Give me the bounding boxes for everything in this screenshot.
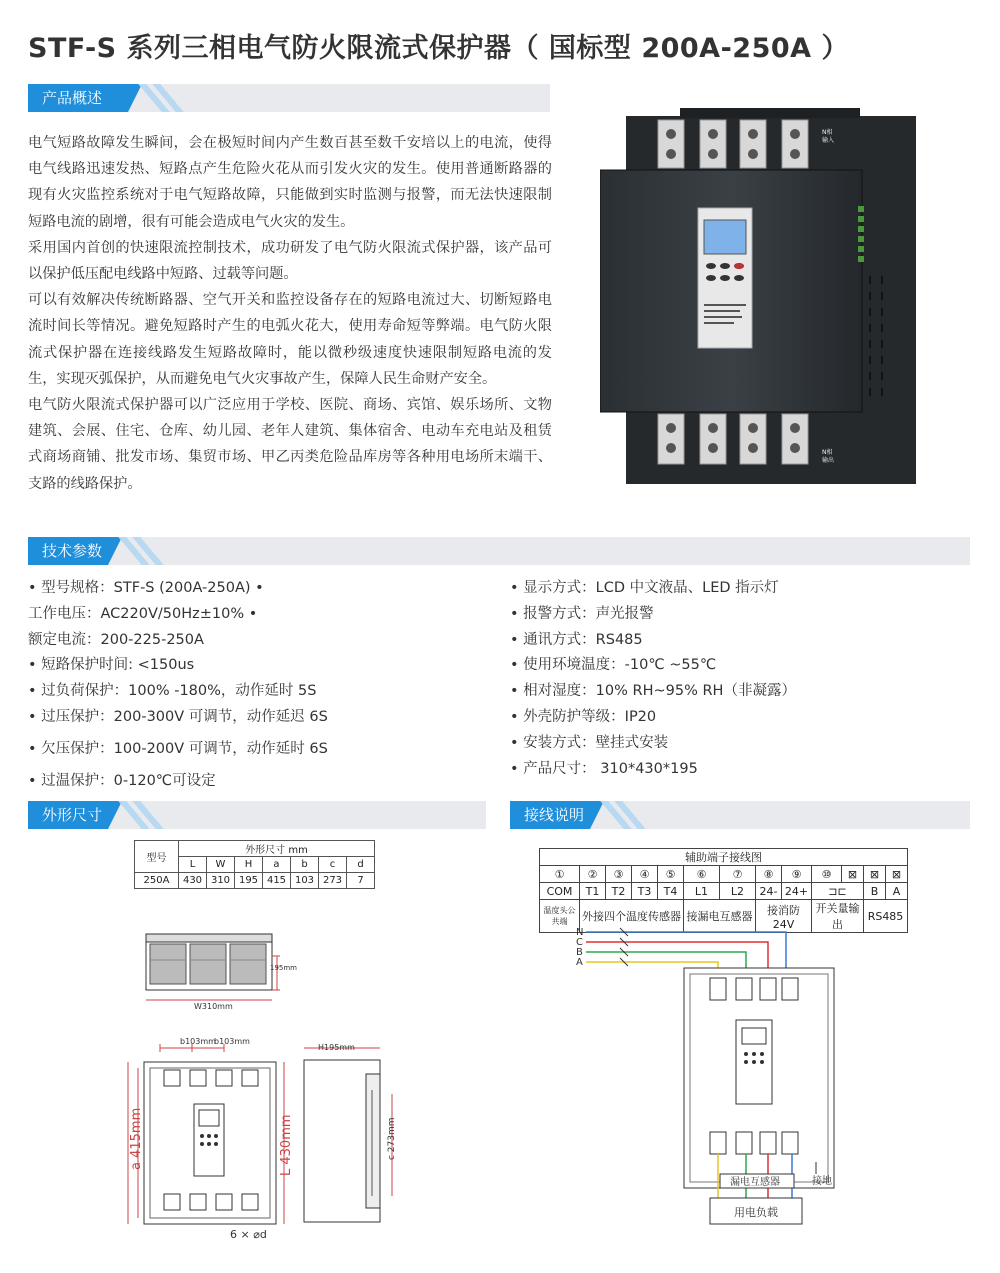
table-cell: ⑥	[684, 866, 720, 883]
wiring-table	[539, 848, 908, 933]
table-cell: 310	[207, 873, 235, 889]
spec-item: • 显示方式：LCD 中文液晶、LED 指示灯	[510, 580, 779, 596]
spec-item: • 外壳防护等级：IP20	[510, 708, 657, 725]
spec-item: 额定电流：200-225-250A	[28, 631, 204, 648]
line-label: B	[576, 947, 583, 958]
spec-item: • 通讯方式：RS485	[510, 631, 643, 648]
table-cell: RS485	[864, 900, 908, 933]
table-cell: c	[319, 857, 347, 873]
label-in: N相	[822, 129, 833, 136]
dim-label: b103mm	[180, 1037, 216, 1046]
table-cell: 24+	[782, 883, 812, 900]
dim-label: 6 × ⌀d	[230, 1228, 267, 1241]
line-label: A	[576, 957, 583, 968]
spec-item: • 报警方式：声光报警	[510, 605, 654, 622]
table-cell: H	[235, 857, 263, 873]
spec-item: 工作电压：AC220V/50Hz±10% •	[28, 605, 258, 622]
table-cell: W	[207, 857, 235, 873]
spec-item: • 相对湿度：10% RH~95% RH（非凝露）	[510, 683, 796, 700]
section-label: 技术参数	[42, 542, 103, 560]
table-cell: ①	[540, 866, 580, 883]
dim-label: 195mm	[270, 964, 297, 972]
section-bar-tech	[28, 537, 970, 565]
table-cell: 温度头公共端	[540, 900, 580, 933]
table-cell: b	[291, 857, 319, 873]
table-cell: 外接四个温度传感器	[580, 900, 684, 933]
table-cell: 7	[347, 873, 375, 889]
dim-label: c 273mm	[387, 1117, 397, 1160]
section-title-tech	[28, 537, 108, 565]
table-cell: T3	[632, 883, 658, 900]
section-title-overview	[28, 84, 128, 112]
section-title-wiring	[510, 801, 590, 829]
specs-left	[28, 576, 328, 794]
wiring-diagram	[560, 922, 850, 1232]
table-cell: ⊠	[842, 866, 864, 883]
table-cell: 273	[319, 873, 347, 889]
table-cell: ③	[606, 866, 632, 883]
section-label: 外形尺寸	[42, 806, 103, 824]
table-cell: 430	[179, 873, 207, 889]
table-cell: a	[263, 857, 291, 873]
dim-label: W310mm	[194, 1002, 233, 1011]
table-cell: ⑦	[720, 866, 756, 883]
dimension-drawing	[120, 920, 500, 1250]
dim-label: a 415mm	[129, 1107, 144, 1170]
overview-paragraph: 采用国内首创的快速限流控制技术，成功研发了电气防火限流式保护器，该产品可以保护低压配电线路中短路、过载等问题。	[28, 239, 552, 283]
section-label: 接线说明	[524, 806, 585, 824]
table-cell: ⊐⊏	[812, 883, 864, 900]
line-label: C	[576, 937, 583, 948]
ct-label: 漏电互感器	[730, 1177, 780, 1188]
section-label: 产品概述	[42, 89, 103, 107]
table-cell: A	[886, 883, 908, 900]
product-photo	[600, 96, 940, 492]
section-title-dimension	[28, 801, 108, 829]
table-cell: 开关量输出	[812, 900, 864, 933]
spec-item: • 使用环境温度：-10℃ ~55℃	[510, 657, 717, 674]
table-cell: 415	[263, 873, 291, 889]
section-bar-wiring	[510, 801, 970, 829]
table-cell: T1	[580, 883, 606, 900]
line-label: N	[576, 927, 584, 938]
table-header: 外形尺寸 mm	[179, 841, 375, 857]
overview-paragraph: 电气防火限流式保护器可以广泛应用于学校、医院、商场、宾馆、娱乐场所、文物建筑、会展、住宅、仓库、幼儿园、老年人建筑、集体宿舍、电动车充电站及租赁式商场商铺、批发市场、集贸市场、甲乙丙类危险品库房等各种用电场所末端干、支路的线路保护。	[28, 397, 552, 492]
table-cell: ⑤	[658, 866, 684, 883]
table-cell: ⊠	[886, 866, 908, 883]
table-cell: 195	[235, 873, 263, 889]
table-cell: 接漏电互感器	[684, 900, 756, 933]
table-cell: ⊠	[864, 866, 886, 883]
table-cell: COM	[540, 883, 580, 900]
table-cell: L1	[684, 883, 720, 900]
table-cell: ④	[632, 866, 658, 883]
overview-text	[28, 130, 552, 497]
table-header: 辅助端子接线图	[540, 849, 908, 866]
dim-label: b103mm	[214, 1037, 250, 1046]
table-cell: 103	[291, 873, 319, 889]
table-cell: ⑩	[812, 866, 842, 883]
table-header: 型号	[135, 841, 179, 873]
table-cell: 250A	[135, 873, 179, 889]
table-cell: ⑨	[782, 866, 812, 883]
spec-item: • 产品尺寸： 310*430*195	[510, 760, 698, 777]
spec-item: • 过压保护：200-300V 可调节，动作延迟 6S	[28, 708, 328, 725]
dimension-table	[134, 840, 375, 889]
ground-label: 接地	[812, 1176, 832, 1187]
section-bar-overview	[28, 84, 550, 112]
table-cell: ②	[580, 866, 606, 883]
specs-right	[510, 576, 796, 782]
table-cell: d	[347, 857, 375, 873]
svg-text:输入: 输入	[822, 137, 835, 144]
spec-item: • 过温保护：0-120℃可设定	[28, 772, 216, 789]
section-bar-dimension	[28, 801, 486, 829]
table-cell: T2	[606, 883, 632, 900]
page-title: STF-S 系列三相电气防火限流式保护器（ 国标型 200A-250A ）	[28, 33, 849, 64]
table-cell: L	[179, 857, 207, 873]
spec-item: • 型号规格：STF-S (200A-250A) •	[28, 580, 264, 596]
svg-text:输出: 输出	[822, 457, 835, 464]
spec-item: • 过负荷保护：100% -180%，动作延时 5S	[28, 683, 317, 700]
table-cell: ⑧	[756, 866, 782, 883]
table-cell: B	[864, 883, 886, 900]
overview-paragraph: 可以有效解决传统断路器、空气开关和监控设备存在的短路电流过大、切断短路电流时间长等情况。避免短路时产生的电弧火花大，使用寿命短等弊端。电气防火限流式保护器在连接线路发生短路故障时，能以微秒级速度快速限制短路电流的发生，实现灭弧保护，从而避免电气火灾事故产生，保障人民生命财产安全。	[28, 292, 552, 387]
table-cell: 接消防 24V	[756, 900, 812, 933]
table-cell: 24-	[756, 883, 782, 900]
table-cell: L2	[720, 883, 756, 900]
spec-item: • 短路保护时间: <150us	[28, 657, 195, 674]
spec-item: • 欠压保护：100-200V 可调节，动作延时 6S	[28, 740, 328, 757]
dim-label: H195mm	[318, 1043, 355, 1052]
dim-label: L 430mm	[279, 1114, 294, 1176]
load-label: 用电负载	[734, 1206, 778, 1219]
svg-text:N相: N相	[822, 449, 833, 456]
table-cell: T4	[658, 883, 684, 900]
overview-paragraph: 电气短路故障发生瞬间，会在极短时间内产生数百甚至数千安培以上的电流，使得电气线路迅速发热、短路点产生危险火花从而引发火灾的发生。使用普通断路器的现有火灾监控系统对于电气短路故障，只能做到实时监测与报警，而无法快速限制短路电流的剧增，很有可能会造成电气火灾的发生。	[28, 135, 552, 230]
spec-item: • 安装方式：壁挂式安装	[510, 734, 669, 751]
